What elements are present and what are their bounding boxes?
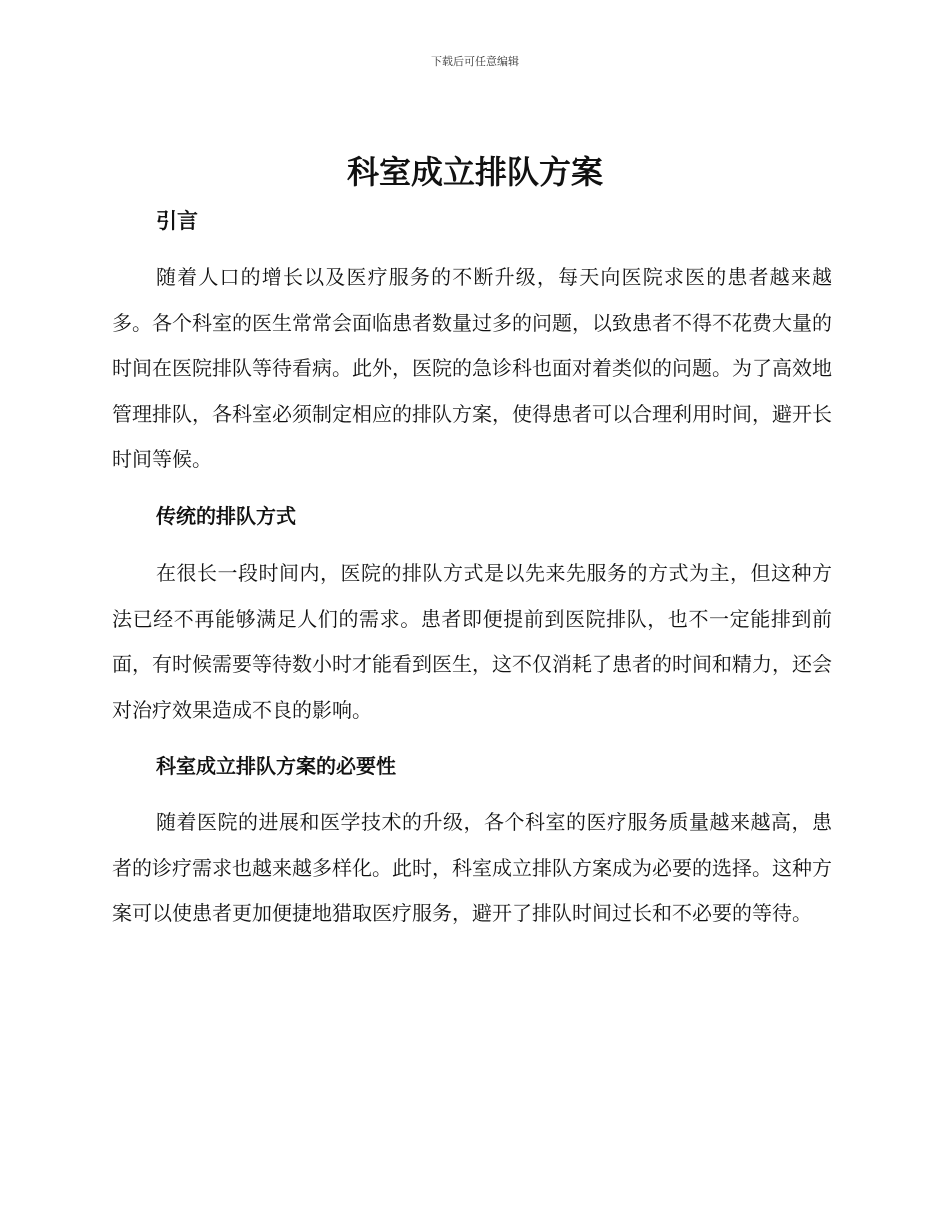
page-header-note: 下载后可任意编辑 [431,55,519,68]
section-heading-traditional: 传统的排队方式 [156,504,296,528]
section-paragraph-traditional: 在很长一段时间内，医院的排队方式是以先来先服务的方式为主，但这种方法已经不再能够满足人们的需求。患者即便提前到医院排队，也不一定能排到前面，有时候需要等待数小时才能看到医生，这不仅消耗了患者的时间和精力，还会对治疗效果造成不良的影响。 [112,561,832,722]
section-paragraph-intro: 随着人口的增长以及医疗服务的不断升级，每天向医院求医的患者越来越多。各个科室的医生常常会面临患者数量过多的问题，以致患者不得不花费大量的时间在医院排队等待看病。此外，医院的急诊科也面对着类似的问题。为了高效地管理排队，各科室必须制定相应的排队方案，使得患者可以合理利用时间，避开长时间等候。 [112,265,832,472]
section-heading-necessity: 科室成立排队方案的必要性 [156,754,396,778]
document-title: 科室成立排队方案 [346,153,603,191]
section-heading-intro: 引言 [156,209,198,233]
section-paragraph-necessity: 随着医院的进展和医学技术的升级，各个科室的医疗服务质量越来越高，患者的诊疗需求也越来越多样化。此时，科室成立排队方案成为必要的选择。这种方案可以使患者更加便捷地猎取医疗服务，避开了排队时间过长和不必要的等待。 [112,810,832,926]
